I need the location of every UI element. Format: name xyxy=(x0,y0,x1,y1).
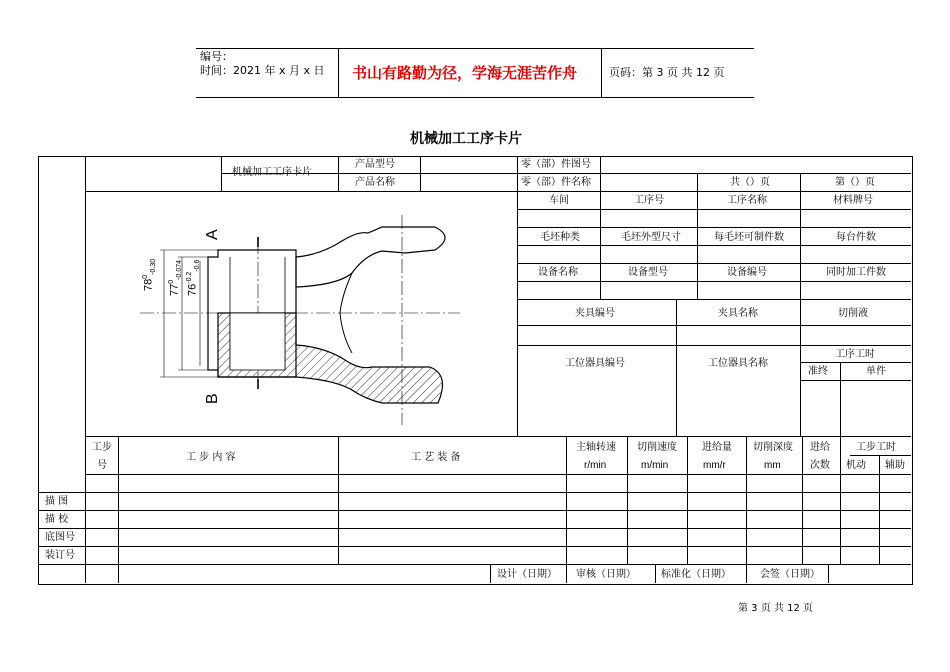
machine-time-header: 机动 xyxy=(846,460,866,471)
standard-sign-label: 标准化（日期） xyxy=(661,569,731,580)
cutting-depth-header: 切削深度 xyxy=(753,442,793,453)
motto-text: 书山有路勤为径，学海无涯苦作舟 xyxy=(352,64,578,82)
material-label: 材料牌号 xyxy=(833,195,873,206)
part-drawing xyxy=(120,195,480,435)
per-piece-time-label: 单件 xyxy=(866,366,886,377)
page-number-cell: 第（）页 xyxy=(835,177,875,188)
product-name-label: 产品名称 xyxy=(355,177,395,188)
simultaneous-parts-label: 同时加工件数 xyxy=(826,267,886,278)
workshop-label: 车间 xyxy=(549,195,569,206)
step-time-header: 工步工时 xyxy=(856,442,896,453)
cutting-depth-unit: mm xyxy=(764,460,781,471)
process-time-label: 工序工时 xyxy=(835,349,875,360)
prep-end-time-label: 准终 xyxy=(808,366,828,377)
part-name-label: 零（部）件名称 xyxy=(521,177,591,188)
feed-header: 进给量 xyxy=(702,442,732,453)
spindle-speed-unit: r/min xyxy=(584,460,607,471)
review-sign-label: 审核（日期） xyxy=(576,569,636,580)
station-tool-name-label: 工位器具名称 xyxy=(708,358,768,369)
part-drawing-number-label: 零（部）件图号 xyxy=(521,159,591,170)
trace-check-label: 描 校 xyxy=(45,514,69,525)
spindle-speed-header: 主轴转速 xyxy=(576,442,616,453)
dimension-76-label: $76^{-0.2}_{-0.6}$ xyxy=(186,259,201,296)
product-model-label: 产品型号 xyxy=(355,159,395,170)
total-pages-label: 共（）页 xyxy=(730,177,770,188)
binding-number-label: 装订号 xyxy=(45,550,75,561)
parts-per-blank-label: 每毛坯可制件数 xyxy=(714,232,784,243)
parts-per-machine-label: 每台件数 xyxy=(836,232,876,243)
fixture-name-label: 夹具名称 xyxy=(718,308,758,319)
dimension-78-label: $78^0_{-0.30}$ xyxy=(142,258,157,291)
process-number-label: 工序号 xyxy=(634,195,664,206)
dimension-77-label: $77^0_{-0.074}$ xyxy=(168,259,183,296)
section-label-a: A xyxy=(204,229,221,240)
document-number-label: 编号： xyxy=(200,50,233,63)
footer-page-number: 第 3 页 共 12 页 xyxy=(738,603,813,614)
step-content-header: 工 步 内 容 xyxy=(186,452,236,463)
section-label-b: B xyxy=(204,393,221,404)
cutting-speed-header: 切削速度 xyxy=(637,442,677,453)
trace-label: 描 图 xyxy=(45,496,69,507)
coolant-label: 切削液 xyxy=(838,308,868,319)
page-title: 机械加工工序卡片 xyxy=(410,131,522,147)
base-drawing-label: 底图号 xyxy=(45,532,75,543)
fixture-number-label: 夹具编号 xyxy=(575,308,615,319)
blank-size-label: 毛坯外型尺寸 xyxy=(621,232,681,243)
feed-count-header-1: 进给 xyxy=(810,442,830,453)
blank-type-label: 毛坯种类 xyxy=(540,232,580,243)
equipment-number-label: 设备编号 xyxy=(727,267,767,278)
step-number-header-2: 号 xyxy=(97,460,107,471)
card-name-label: 机械加工工序卡片 xyxy=(232,167,312,178)
design-sign-label: 设计（日期） xyxy=(497,569,557,580)
process-equipment-header: 工 艺 装 备 xyxy=(411,452,461,463)
station-tool-number-label: 工位器具编号 xyxy=(565,358,625,369)
aux-time-header: 辅助 xyxy=(885,460,905,471)
countersign-label: 会签（日期） xyxy=(760,569,820,580)
process-name-label: 工序名称 xyxy=(727,195,767,206)
page-number-label: 页码：第 3 页 共 12 页 xyxy=(609,66,725,79)
equipment-model-label: 设备型号 xyxy=(628,267,668,278)
feed-count-header-2: 次数 xyxy=(810,460,830,471)
equipment-name-label: 设备名称 xyxy=(538,267,578,278)
cutting-speed-unit: m/min xyxy=(641,460,669,471)
feed-unit: mm/r xyxy=(703,460,726,471)
step-number-header-1: 工步 xyxy=(92,442,112,453)
document-time-label: 时间：2021 年 x 月 x 日 xyxy=(200,64,325,77)
